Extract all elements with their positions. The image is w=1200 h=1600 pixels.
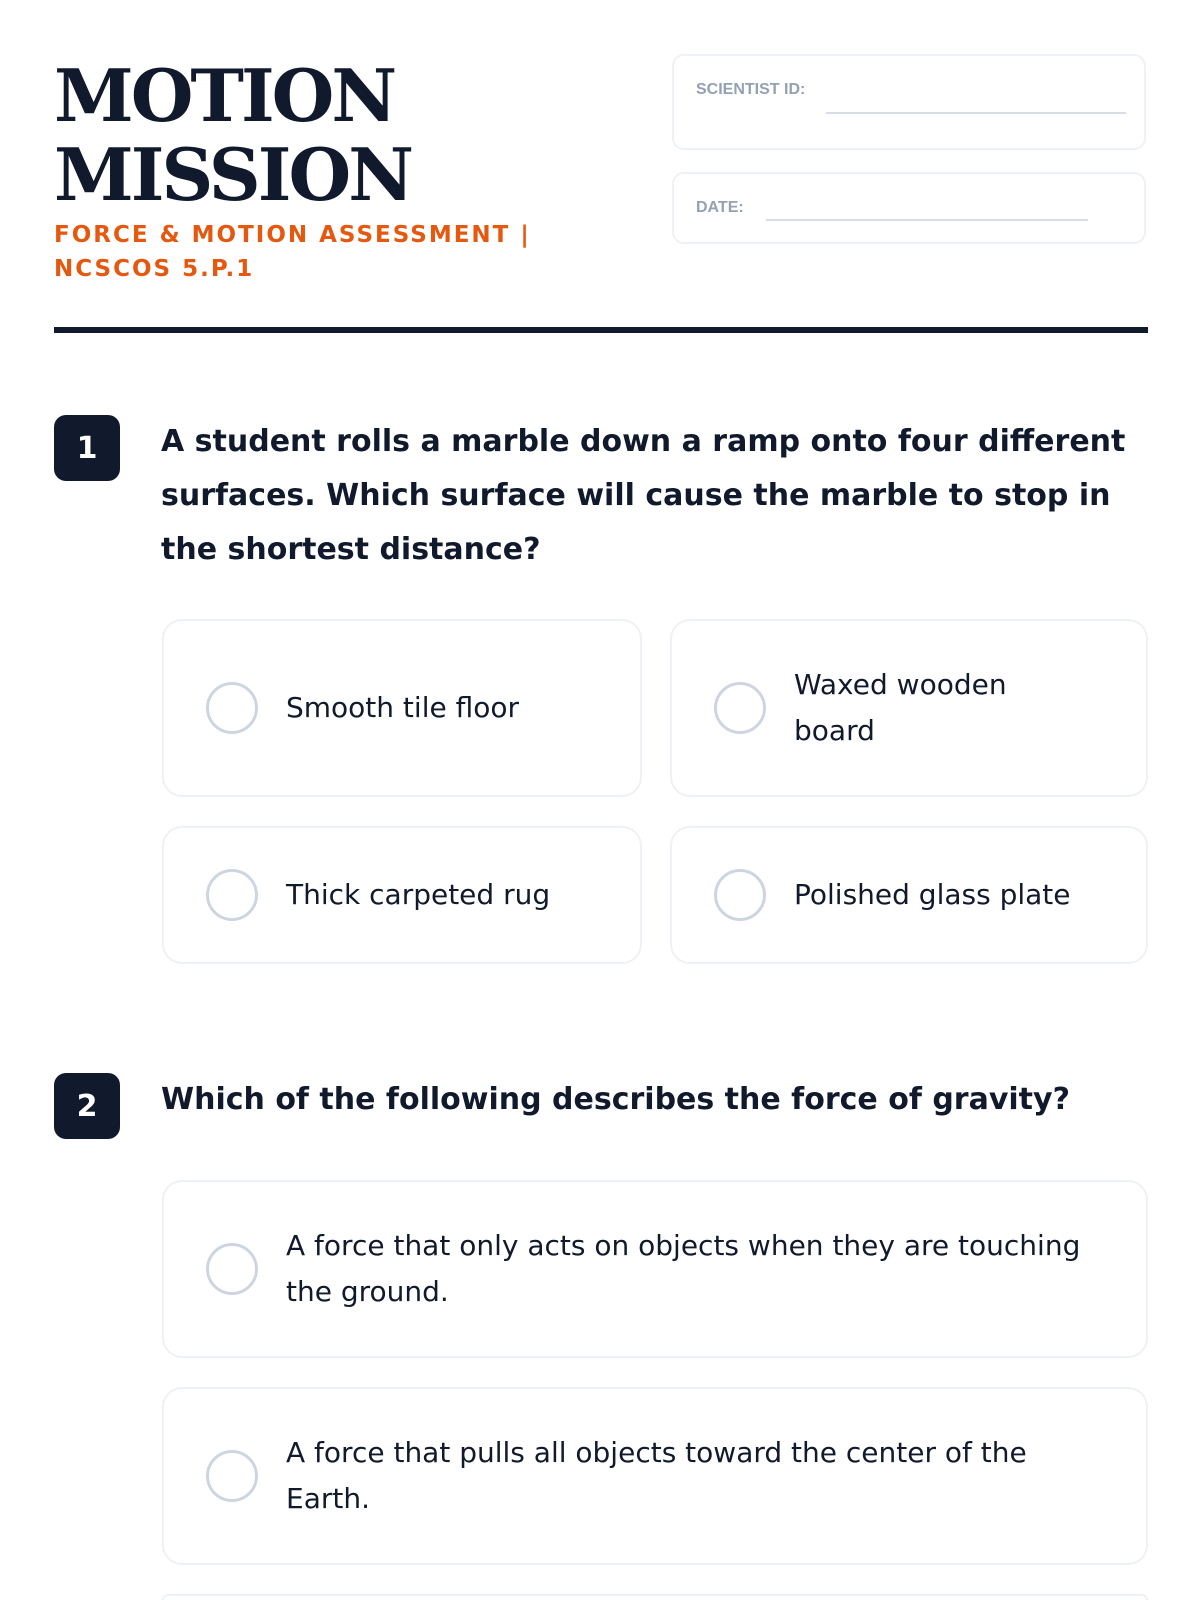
scientist-id-label: SCIENTIST ID: (696, 81, 806, 98)
answer-option[interactable] (162, 1180, 1148, 1358)
answer-option[interactable] (670, 826, 1148, 964)
page-title-line-1: MOTION (54, 53, 395, 138)
answer-option[interactable] (670, 619, 1148, 797)
radio-button[interactable] (206, 869, 258, 921)
date-input-line[interactable] (766, 219, 1088, 221)
question-number-badge: 1 (54, 415, 120, 481)
radio-button[interactable] (714, 682, 766, 734)
question-text: Which of the following describes the force of gravity? (161, 1082, 1070, 1117)
answer-option[interactable] (162, 619, 642, 797)
answer-option[interactable] (162, 826, 642, 964)
page-title-line-2: MISSION (54, 132, 411, 217)
radio-button[interactable] (206, 1243, 258, 1295)
page-subtitle: FORCE & MOTION ASSESSMENT | NCSCOS 5.P.1 (54, 222, 531, 282)
answer-option[interactable] (162, 1387, 1148, 1565)
option-label: Smooth tile floor (286, 691, 520, 724)
radio-button[interactable] (206, 1450, 258, 1502)
scientist-id-field[interactable] (672, 54, 1146, 150)
date-field[interactable] (672, 172, 1146, 244)
option-label: Thick carpeted rug (286, 878, 551, 911)
answer-option-partial[interactable] (162, 1594, 1148, 1600)
radio-button[interactable] (714, 869, 766, 921)
radio-button[interactable] (206, 682, 258, 734)
question-text: A student rolls a marble down a ramp onto four different surfaces. Which surface will cause the marble to stop in the shortest distance? (161, 424, 1126, 567)
scientist-id-input-line[interactable] (826, 112, 1126, 114)
question-number-badge: 2 (54, 1073, 120, 1139)
header-divider (54, 327, 1148, 333)
option-label: Polished glass plate (794, 878, 1071, 911)
option-label: Waxed wooden board (794, 668, 1007, 747)
option-label: A force that pulls all objects toward the center of the Earth. (286, 1436, 1027, 1515)
option-label: A force that only acts on objects when they are touching the ground. (286, 1229, 1081, 1308)
date-label: DATE: (696, 199, 744, 216)
